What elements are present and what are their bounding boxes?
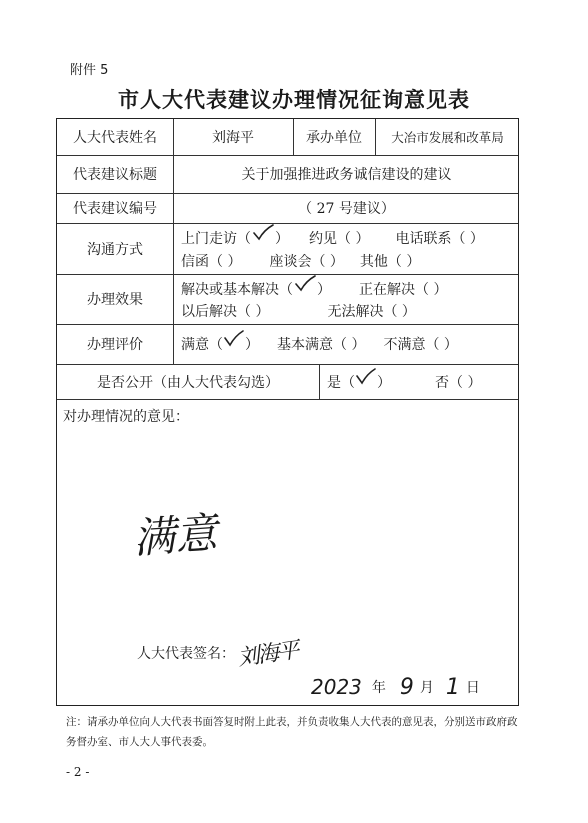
checkmark-icon bbox=[355, 368, 377, 390]
suggestion-title-label: 代表建议标题 bbox=[73, 167, 157, 183]
option-unresolvable: 无法解决（ ） bbox=[327, 304, 416, 320]
checkmark-icon bbox=[293, 275, 317, 297]
page-number: - 2 - bbox=[66, 765, 90, 779]
effect-line-1 bbox=[181, 278, 516, 300]
option-satisfied-close: ） bbox=[245, 337, 259, 353]
option-dissatisfied: 不满意（ ） bbox=[383, 337, 458, 353]
footnote: 注：请承办单位向人大代表书面答复时附上此表，并负责收集人大代表的意见表，分别送市政府政务督办室、市人大人事代表委。 bbox=[66, 716, 518, 748]
date-month: 9 bbox=[399, 674, 414, 700]
suggestion-number-value: （ 27 号建议） bbox=[298, 201, 395, 217]
communication-line-2 bbox=[181, 250, 516, 272]
signing-date bbox=[311, 673, 511, 701]
handling-effect-label: 办理效果 bbox=[87, 292, 143, 308]
option-resolved-close: ） bbox=[317, 282, 331, 298]
handwritten-opinion: 满意 bbox=[131, 508, 219, 563]
option-later: 以后解决（ ） bbox=[181, 304, 270, 320]
option-symposium: 座谈会（ ） bbox=[269, 254, 344, 270]
effect-line-2 bbox=[181, 300, 516, 322]
date-month-suffix: 月 bbox=[419, 680, 434, 696]
option-yes-close: ） bbox=[377, 375, 391, 391]
option-yes: 是（ bbox=[327, 375, 355, 391]
suggestion-number-label: 代表建议编号 bbox=[73, 201, 157, 217]
communication-method-label: 沟通方式 bbox=[87, 241, 143, 258]
suggestion-title-value: 关于加强推进政务诚信建设的建议 bbox=[241, 167, 452, 183]
public-disclosure-label: 是否公开（由人大代表勾选） bbox=[97, 374, 279, 391]
option-no: 否（ ） bbox=[435, 375, 482, 391]
deputy-name-value: 刘海平 bbox=[212, 130, 254, 146]
option-resolved: 解决或基本解决（ bbox=[181, 282, 293, 298]
option-basically-satisfied: 基本满意（ ） bbox=[277, 337, 366, 353]
option-satisfied: 满意（ bbox=[181, 337, 223, 353]
attachment-label: 附件 5 bbox=[70, 63, 109, 78]
date-day: 1 bbox=[445, 674, 460, 700]
feedback-form-table bbox=[56, 118, 519, 706]
date-year: 2023 bbox=[311, 675, 362, 699]
checkmark-icon bbox=[251, 224, 275, 246]
checkmark-icon bbox=[223, 330, 245, 352]
option-phone: 电话联系（ ） bbox=[395, 231, 484, 247]
option-in-progress: 正在解决（ ） bbox=[359, 282, 448, 298]
opinion-label: 对办理情况的意见： bbox=[63, 409, 189, 425]
option-home-visit: 上门走访（ bbox=[181, 231, 251, 247]
option-appointment: 约见（ ） bbox=[309, 231, 370, 247]
evaluation-options bbox=[181, 332, 516, 356]
communication-line-1 bbox=[181, 227, 516, 249]
public-disclosure-options bbox=[327, 369, 517, 395]
option-letter: 信函（ ） bbox=[181, 254, 242, 270]
option-home-visit-close: ） bbox=[275, 231, 289, 247]
date-year-suffix: 年 bbox=[371, 680, 386, 696]
option-other: 其他（ ） bbox=[359, 254, 421, 270]
handling-unit-label: 承办单位 bbox=[306, 130, 362, 146]
deputy-name-label: 人大代表姓名 bbox=[73, 130, 157, 146]
date-day-suffix: 日 bbox=[465, 680, 480, 696]
form-title: 市人大代表建议办理情况征询意见表 bbox=[118, 87, 470, 112]
handling-evaluation-label: 办理评价 bbox=[87, 337, 143, 353]
signature-handwriting: 刘海平 bbox=[236, 637, 300, 671]
handling-unit-value: 大冶市发展和改革局 bbox=[391, 130, 504, 145]
signature-label: 人大代表签名： bbox=[137, 646, 235, 662]
